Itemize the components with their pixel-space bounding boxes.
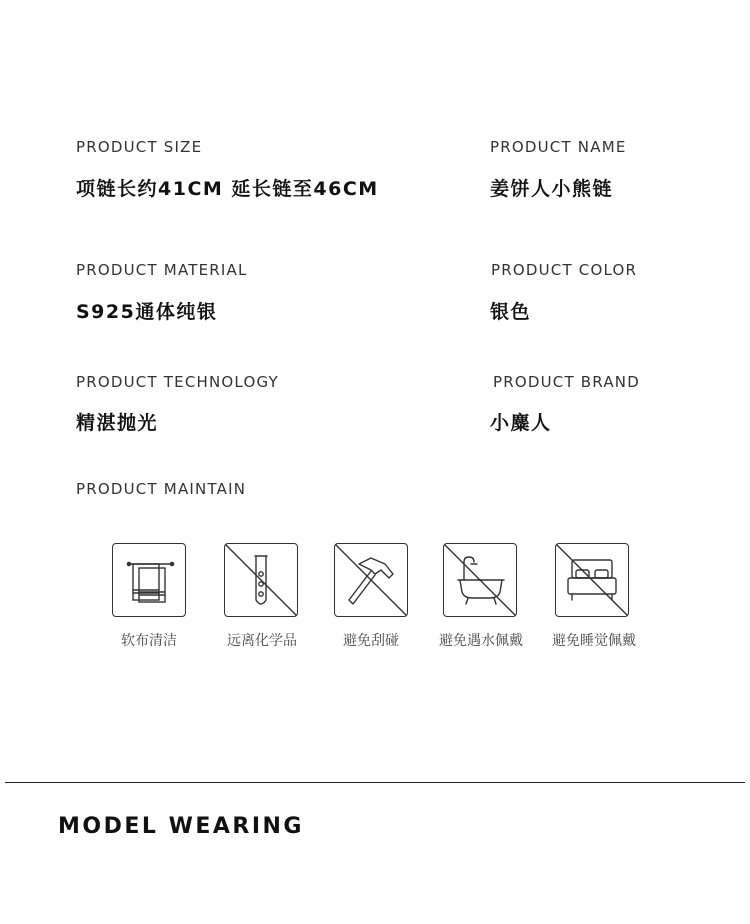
no-bath-icon	[443, 543, 517, 617]
towel-icon	[112, 543, 186, 617]
no-chemicals-icon	[224, 543, 298, 617]
maintain-label: PRODUCT MAINTAIN	[76, 480, 247, 498]
care-label-no-scratch: 避免刮碰	[343, 633, 399, 649]
material-value: S925通体纯银	[76, 301, 218, 323]
care-label-no-water: 避免遇水佩戴	[439, 633, 523, 649]
technology-label: PRODUCT TECHNOLOGY	[76, 373, 279, 391]
no-bed-icon	[555, 543, 629, 617]
section-divider	[5, 782, 745, 783]
care-label-no-sleep: 避免睡觉佩戴	[552, 633, 636, 649]
material-label: PRODUCT MATERIAL	[76, 261, 248, 279]
brand-label: PRODUCT BRAND	[493, 373, 640, 391]
size-label: PRODUCT SIZE	[76, 138, 203, 156]
brand-value: 小麋人	[490, 412, 552, 434]
care-label-no-chemicals: 远离化学品	[227, 633, 297, 649]
model-wearing-title: MODEL WEARING	[58, 814, 304, 839]
technology-value: 精湛抛光	[76, 412, 159, 434]
no-hammer-icon	[334, 543, 408, 617]
color-value: 银色	[490, 301, 532, 323]
name-value: 姜饼人小熊链	[490, 178, 614, 200]
color-label: PRODUCT COLOR	[491, 261, 638, 279]
care-label-soft-cloth: 软布清洁	[121, 633, 177, 649]
name-label: PRODUCT NAME	[490, 138, 627, 156]
size-value: 项链长约41CM 延长链至46CM	[76, 178, 379, 200]
